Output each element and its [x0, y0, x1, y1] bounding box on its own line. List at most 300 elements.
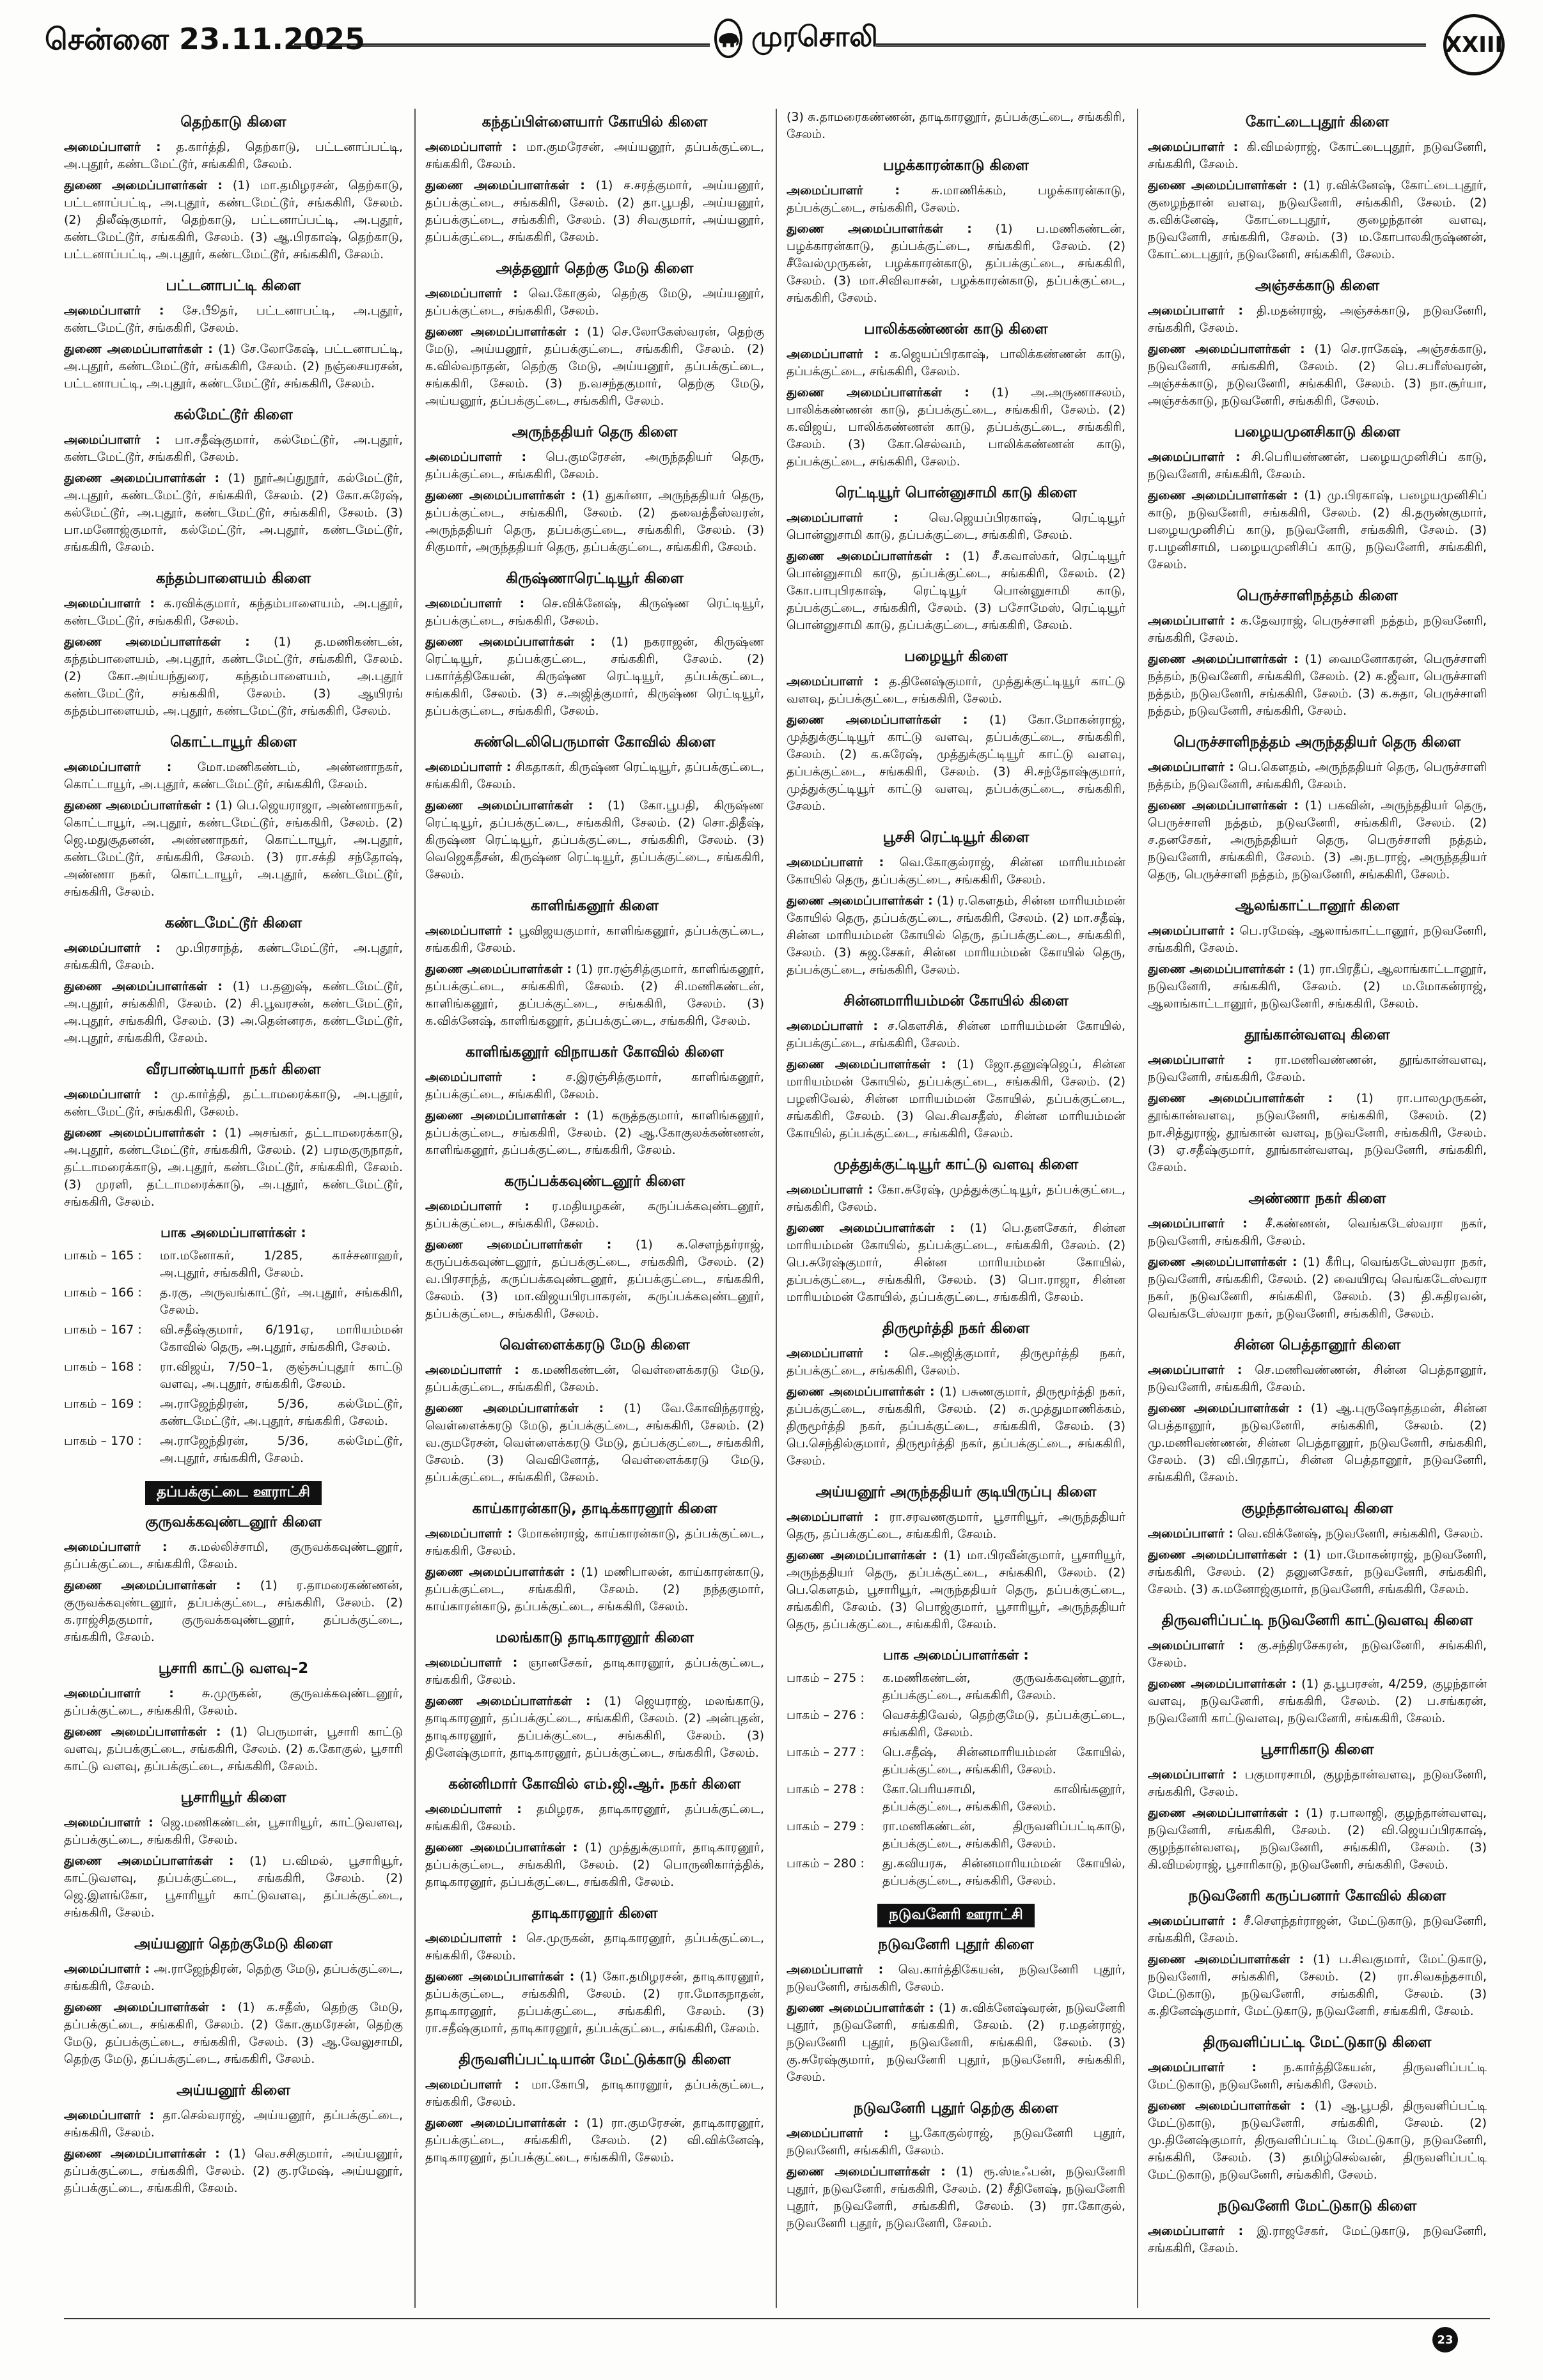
deputies-label: துணை அமைப்பாளர்கள் :	[1148, 798, 1299, 813]
organizer-label: அமைப்பாளர் :	[425, 760, 512, 774]
deputies-label: துணை அமைப்பாளர்கள் :	[425, 1401, 604, 1415]
deputies-line	[64, 2145, 403, 2197]
deputies-label: துணை அமைப்பாளர்கள் :	[64, 1854, 234, 1868]
deputies-line	[1148, 1951, 1487, 2020]
branch-title: பழையமுனசிகாடு கிளை	[1234, 424, 1400, 440]
organizer-name: ஜெ.மணிகண்டன், பூசாரியூர், காட்டுவளவு, தப்பக்குட்டை, சங்ககிரி, சேலம்.	[64, 1816, 403, 1847]
organizer-line	[64, 1685, 403, 1720]
deputies-names: (1) ஆ.பூபதி, திருவளிப்பட்டி மேட்டுகாடு, நடுவனேரி, சங்ககிரி, சேலம். (2) மு.தினேஷ்குமார், திருவளிப்பட்டி மேட்டுகாடு, நடுவனேரி, சங்ககிரி, சேலம். (3) தமிழ்செல்வன், திருவளிப்பட்டி மேட்டுகாடு, நடுவனேரி, சங்ககிரி, சேலம்.	[1148, 2099, 1487, 2182]
deputies-label: துணை அமைப்பாளர்கள் :	[787, 385, 969, 400]
branch-title: அருந்ததியர் தெரு கிளை	[512, 424, 678, 440]
branch-block	[1148, 1337, 1487, 1486]
deputies-line	[425, 2115, 764, 2166]
deputies-label: துணை அமைப்பாளர்கள் :	[425, 178, 585, 192]
organizer-name: ர.மதியழகன், கருப்பக்கவுண்டனூர், தப்பக்குட்டை, சங்ககிரி, சேலம்.	[425, 1199, 764, 1231]
ward-row	[64, 1433, 403, 1467]
branch-block	[787, 993, 1125, 1142]
deputies-line	[64, 978, 403, 1047]
deputies-names: (1) ப.சிவகுமார், மேட்டுகாடு, நடுவனேரி, சங்ககிரி, சேலம். (2) ரா.சிவகந்தசாமி, மேட்டுகாடு, நடுவனேரி, சங்ககிரி, சேலம். (3) க.தினேஷ்குமார், மேட்டுகாடு, நடுவனேரி, சங்ககிரி, சேலம்.	[1148, 1952, 1487, 2018]
organizer-label: அமைப்பாளர் :	[1148, 1053, 1252, 1067]
organizer-name: வெ.ஜெயப்பிரகாஷ், ரெட்டியூர் பொன்னுசாமி காடு, தப்பக்குட்டை, சங்ககிரி, சேலம்.	[787, 511, 1125, 542]
organizer-label: அமைப்பாளர் :	[425, 2078, 519, 2092]
branch-block	[787, 157, 1125, 307]
branch-block	[425, 734, 764, 883]
deputies-line	[425, 487, 764, 556]
deputies-names: (1) செ.ராகேஷ், அஞ்சக்காடு, நடுவனேரி, சங்ககிரி, சேலம். (2) பெ.சபரீஸ்வரன், அஞ்சக்காடு, நடுவனேரி, சங்ககிரி, சேலம். (3) நா.சூர்யா, அஞ்சக்காடு, நடுவனேரி, சங்ககிரி, சேலம்.	[1148, 342, 1487, 408]
branch-block	[425, 1337, 764, 1486]
branch-title: கிருஷ்ணாரெட்டியூர் கிளை	[506, 570, 684, 587]
organizer-name: இ.ராஜசேகர், மேட்டுகாடு, நடுவனேரி, சங்ககிரி, சேலம்.	[1148, 2224, 1487, 2255]
branch-block	[1148, 1027, 1487, 1176]
branch-title: திருவளிப்பட்டியான் மேட்டுக்காடு கிளை	[458, 2051, 731, 2068]
branch-block	[1148, 277, 1487, 410]
branch-block	[425, 1173, 764, 1323]
organizer-label: அமைப்பாளர் :	[787, 183, 900, 198]
column-divider	[414, 109, 416, 2308]
bottom-rule	[64, 2318, 1490, 2319]
organizer-line	[425, 1362, 764, 1396]
ward-row	[64, 1321, 403, 1356]
deputies-label: துணை அமைப்பாளர்கள் :	[1148, 178, 1297, 192]
deputies-line	[64, 1124, 403, 1211]
organizer-name: செ.விக்னேஷ், கிருஷ்ண ரெட்டியூர், தப்பக்குட்டை, சங்ககிரி, சேலம்.	[425, 596, 764, 628]
column-3	[787, 109, 1125, 2308]
organizer-name: கி.விமல்ராஜ், கோட்டைபுதூர், நடுவனேரி, சங்ககிரி, சேலம்.	[1148, 140, 1487, 171]
deputies-line	[787, 548, 1125, 634]
organizer-name: சீ.கண்ணன், வெங்கடேஸ்வரா நகர், நடுவனேரி, சங்ககிரி, சேலம்.	[1148, 1217, 1487, 1248]
deputies-names: (1) அசங்கர், தட்டாமரைக்காடு, அ.புதூர், கண்டமேட்டூர், சங்ககிரி, சேலம். (2) பரமகுருநாதர், தட்டாமரைக்காடு, அ.புதூர், கண்டமேட்டூர், சங்ககிரி, சேலம். (3) முரளி, தட்டாமரைக்காடு, அ.புதூர், கண்டமேட்டூர், சங்ககிரி, சேலம்.	[64, 1126, 403, 1209]
branch-title: திருவளிப்பட்டி நடுவனேரி காட்டுவளவு கிளை	[1161, 1612, 1473, 1629]
deputies-label: துணை அமைப்பாளர்கள் :	[787, 1057, 946, 1071]
deputies-names: (1) மா.தமிழரசன், தெற்காடு, பட்டனாப்பட்டி, அ.புதூர், கண்டமேட்டூர், சங்ககிரி, சேலம். (2) திலீஷ்குமார், தெற்காடு, பட்டனாப்பட்டி, அ.புதூர், கண்டமேட்டூர், சங்ககிரி, சேலம். (3) ஆ.பிரகாஷ், தெற்காடு, பட்டனாப்பட்டி, அ.புதூர், கண்டமேட்டூர், சங்ககிரி, சேலம்.	[64, 178, 403, 261]
deputies-names: (1) ர.கௌதம், சின்ன மாரியம்மன் கோயில் தெரு, தப்பக்குட்டை, சங்ககிரி, சேலம். (2) மா.சதீஷ், சின்ன மாரியம்மன் கோயில் தெரு, தப்பக்குட்டை, சங்ககிரி, சேலம். (3) சுஜ.சேகர், சின்ன மாரியம்மன் கோயில் தெரு, தப்பக்குட்டை, சங்ககிரி, சேலம்.	[787, 894, 1125, 977]
branch-title: அய்யனூர் கிளை	[176, 2082, 291, 2099]
deputies-names: (1) ச.சரத்குமார், அய்யனூர், தப்பக்குட்டை, சங்ககிரி, சேலம். (2) தா.பூபதி, அய்யனூர், தப்பக்குட்டை, சங்ககிரி, சேலம். (3) சிவகுமார், அய்யனூர், தப்பக்குட்டை, சங்ககிரி, சேலம்.	[425, 178, 764, 244]
ward-organizer: கோ.பெரியசாமி, காலிங்கனூர், தப்பக்குட்டை, சங்ககிரி, சேலம்.	[882, 1782, 1125, 1814]
folio-number: 23	[1432, 2327, 1458, 2353]
deputies-line	[1148, 1805, 1487, 1874]
branch-block	[1148, 587, 1487, 720]
organizer-name: பெ.கௌதம், அருந்ததியர் தெரு, பெருச்சாளி நத்தம், நடுவனேரி, சங்ககிரி, சேலம்.	[1148, 760, 1487, 791]
organizer-label: அமைப்பாளர் :	[64, 433, 161, 447]
ward-organizer: க.மணிகண்டன், குருவக்கவுண்டனூர், தப்பக்குட்டை, சங்ககிரி, சேலம்.	[882, 1671, 1125, 1702]
organizer-name: மா.கோபி, தாடிகாரனூர், தப்பக்குட்டை, சங்ககிரி, சேலம்.	[425, 2078, 764, 2109]
deputies-line	[787, 1547, 1125, 1633]
ward-number: பாகம் – 167 :	[64, 1323, 142, 1337]
organizer-label: அமைப்பாளர் :	[787, 1346, 889, 1360]
ward-row	[787, 1744, 1125, 1778]
branch-title: அஞ்சக்காடு கிளை	[1255, 277, 1380, 294]
organizer-label: அமைப்பாளர் :	[64, 2108, 155, 2122]
organizer-line	[425, 285, 764, 320]
deputies-line	[787, 892, 1125, 979]
deputies-label: துணை அமைப்பாளர்கள் :	[425, 635, 595, 649]
branch-title: கொட்டாயூர் கிளை	[170, 734, 297, 751]
branch-title: கந்தப்பிள்ளையார் கோயில் கிளை	[482, 114, 708, 130]
elephant-logo-icon	[714, 19, 742, 58]
branch-block	[64, 277, 403, 393]
ward-number: பாகம் – 278 :	[787, 1782, 865, 1796]
deputies-names: (1) சீ.கவாஸ்கர், ரெட்டியூர் பொன்னுசாமி காடு, தப்பக்குட்டை, சங்ககிரி, சேலம். (2) கோ.பாபுபிரகாஷ், ரெட்டியூர் பொன்னுசாமி காடு, தப்பக்குட்டை, சங்ககிரி, சேலம். (3) பசோமேஸ், ரெட்டியூர் பொன்னுசாமி காடு, தப்பக்குட்டை, சங்ககிரி, சேலம்.	[787, 549, 1125, 632]
deputies-line	[787, 384, 1125, 471]
organizer-label: அமைப்பாளர் :	[787, 1183, 873, 1197]
organizer-line	[64, 1539, 403, 1573]
branch-title: குழந்தான்வளவு கிளை	[1241, 1500, 1393, 1517]
organizer-name: மு.பிரசாந்த், கண்டமேட்டூர், அ.புதூர், சங்ககிரி, சேலம்.	[64, 941, 403, 972]
organizer-name: கு.சந்திரசேகரன், நடுவனேரி, சங்ககிரி, சேலம்.	[1148, 1638, 1487, 1670]
ward-number: பாகம் – 277 :	[787, 1745, 865, 1759]
organizer-label: அமைப்பாளர் :	[64, 1540, 168, 1554]
organizer-line	[425, 1801, 764, 1835]
organizer-name: க.ஜெயப்பிரகாஷ், பாலிக்கண்ணன் காடு, தப்பக்குட்டை, சங்ககிரி, சேலம்.	[787, 347, 1125, 378]
branch-block	[425, 1500, 764, 1615]
organizer-line	[787, 346, 1125, 380]
organizer-line	[1148, 449, 1487, 483]
organizer-name: சே.பூீதர், பட்டனாபட்டி, அ.புதூர், கண்டமேட்டூர், சங்ககிரி, சேலம்.	[64, 304, 403, 335]
organizer-line	[64, 1961, 403, 1995]
organizer-line	[787, 2125, 1125, 2159]
deputies-names: (1) ப.மணிகண்டன், பழக்காரன்காடு, தப்பக்குட்டை, சங்ககிரி, சேலம். (2) சீவேல்முருகன், பழக்காரன்காடு, தப்பக்குட்டை, சங்ககிரி, சேலம். (3) மா.சிவிவாசன், பழக்காரன்காடு, தப்பக்குட்டை, சங்ககிரி, சேலம்.	[787, 222, 1125, 305]
organizer-label: அமைப்பாளர் :	[1148, 450, 1241, 464]
column-2	[425, 109, 764, 2308]
organizer-label: அமைப்பாளர் :	[787, 511, 899, 525]
branch-title: பழையூர் கிளை	[904, 648, 1008, 665]
organizer-line	[1148, 1362, 1487, 1396]
organizer-name: வெ.கோகுல்ராஜ், சின்ன மாரியம்மன் கோயில் தெரு, தப்பக்குட்டை, சங்ககிரி, சேலம்.	[787, 855, 1125, 887]
deputies-label: துணை அமைப்பாளர்கள் :	[64, 1126, 217, 1140]
organizer-line	[425, 1069, 764, 1103]
branch-block	[1148, 1190, 1487, 1323]
organizer-line	[787, 1961, 1125, 1996]
organizer-name: ஞானசேகர், தாடிகாரனூர், தப்பக்குட்டை, சங்ககிரி, சேலம்.	[425, 1656, 764, 1687]
branch-block	[1148, 1612, 1487, 1727]
organizer-name: சு.முருகன், குருவக்கவுண்டனூர், தப்பக்குட்டை, சங்ககிரி, சேலம்.	[64, 1686, 403, 1718]
deputies-line	[64, 177, 403, 263]
ward-number: பாகம் – 168 :	[64, 1360, 142, 1374]
organizer-line	[787, 1509, 1125, 1543]
branch-block	[1148, 1888, 1487, 2020]
deputies-line	[425, 177, 764, 246]
deputies-line	[64, 1723, 403, 1775]
deputies-names: (1) சே.லோகேஷ், பட்டனாபட்டி, அ.புதூர், கண்டமேட்டூர், சங்ககிரி, சேலம். (2) நஞ்சையரசன், பட்டனாபட்டி, அ.புதூர், கண்டமேட்டூர், சங்ககிரி, சேலம்.	[64, 342, 403, 391]
deputies-label: துணை அமைப்பாளர்கள் :	[64, 342, 213, 356]
branch-title: காளிங்கனூர் விநாயகர் கோவில் கிளை	[466, 1044, 724, 1061]
deputies-label: துணை அமைப்பாளர்கள் :	[1148, 652, 1299, 666]
organizer-label: அமைப்பாளர் :	[425, 1363, 519, 1377]
branch-title: ஆலங்காட்டானூர் கிளை	[1235, 898, 1400, 914]
deputies-names: (1) ரா.பிரதீப், ஆலாங்காட்டானூர், நடுவனேரி, சங்ககிரி, சேலம். (2) ம.மோகன்ராஜ், ஆலாங்காட்டானூர், நடுவனேரி, சங்ககிரி, சேலம்.	[1148, 962, 1487, 1011]
branch-block	[425, 1776, 764, 1891]
ward-organizer: வி.சதீஷ்குமார், 6/191ஏ, மாரியம்மன் கோவில் தெரு, அ.புதூர், சங்ககிரி, சேலம்.	[160, 1323, 403, 1354]
branch-block	[425, 1905, 764, 2037]
organizer-name: ச.கௌசிக், சின்ன மாரியம்மன் கோயில், தப்பக்குட்டை, சங்ககிரி, சேலம்.	[787, 1019, 1125, 1050]
organizer-line	[64, 759, 403, 793]
organizer-line	[787, 673, 1125, 708]
organizer-line	[64, 595, 403, 630]
ward-organizer: ரா.விஜய், 7/50–1, குஞ்சுப்புதூர் காட்டு வளவு, அ.புதூர், சங்ககிரி, சேலம்.	[160, 1360, 403, 1391]
deputies-label: துணை அமைப்பாளர்கள் :	[787, 2165, 946, 2179]
branch-title: கோட்டைபுதூர் கிளை	[1245, 114, 1390, 130]
organizer-label: அமைப்பாளர் :	[787, 674, 879, 688]
branch-title: பட்டனாபட்டி கிளை	[166, 277, 301, 294]
deputies-line	[787, 221, 1125, 307]
organizer-label: அமைப்பாளர் :	[1148, 614, 1235, 628]
branch-title: குருவக்கவுண்டனூர் கிளை	[145, 1514, 322, 1530]
continued-text	[787, 109, 1125, 143]
branch-title: பூசாரி காட்டு வளவு–2	[158, 1660, 309, 1677]
ward-row	[64, 1358, 403, 1393]
deputies-names: (1) ப.தனுஷ், கண்டமேட்டூர், அ.புதூர், சங்ககிரி, சேலம். (2) சி.பூவரசன், கண்டமேட்டூர், அ.புதூர், சங்ககிரி, சேலம். (3) அ.தென்னரசு, கண்டமேட்டூர், அ.புதூர், சங்ககிரி, சேலம்.	[64, 979, 403, 1045]
deputies-names: (1) ப.விமல், பூசாரியூர், காட்டுவளவு, தப்பக்குட்டை, சங்ககிரி, சேலம். (2) ஜெ.இளங்கோ, பூசாரியூர் காட்டுவளவு, தப்பக்குட்டை, சங்ககிரி, சேலம்.	[64, 1854, 403, 1920]
branch-block	[787, 648, 1125, 815]
organizer-label: அமைப்பாளர் :	[64, 140, 161, 154]
deputies-names: (1) ர.விக்னேஷ், கோட்டைபுதூர், குழைந்தான் வளவு, நடுவனேரி, சங்ககிரி, சேலம். (2) க.விக்னேஷ், கோட்டைபுதூர், குழைந்தான் வளவு, நடுவனேரி, சங்ககிரி, சேலம். (3) ம.கோபாலகிருஷ்ணன், கோட்டைபுதூர், நடுவனேரி, சங்ககிரி, சேலம்.	[1148, 178, 1487, 261]
organizer-label: அமைப்பாளர் :	[1148, 1527, 1234, 1541]
deputies-line	[1148, 1090, 1487, 1176]
branch-block	[64, 1660, 403, 1775]
deputies-label: துணை அமைப்பாளர்கள் :	[1148, 1806, 1299, 1820]
organizer-line	[787, 1345, 1125, 1380]
branch-title: தாடிகாரனூர் கிளை	[531, 1905, 658, 1922]
branch-title: பூசாரியூர் கிளை	[180, 1789, 286, 1806]
ward-number: பாகம் – 276 :	[787, 1708, 865, 1722]
branch-block	[787, 829, 1125, 979]
organizer-line	[425, 1930, 764, 1964]
branch-title: அத்தனூர் தெற்கு மேடு கிளை	[496, 260, 694, 277]
article-columns	[64, 109, 1490, 2308]
branch-title: கருப்பக்கவுண்டனூர் கிளை	[504, 1173, 685, 1190]
branch-block	[425, 114, 764, 246]
branch-block	[787, 1936, 1125, 2086]
deputies-names: (1) செ.லோகேஸ்வரன், தெற்கு மேடு, அய்யனூர், தப்பக்குட்டை, சங்ககிரி, சேலம். (2) க.வில்வநாதன், தெற்கு மேடு, அய்யனூர், தப்பக்குட்டை, சங்ககிரி, சேலம். (3) ந.வசந்தகுமார், தெற்கு மேடு, அய்யனூர், தப்பக்குட்டை, சங்ககிரி, சேலம்.	[425, 325, 764, 408]
branch-title: சின்னமாரியம்மன் கோயில் கிளை	[843, 993, 1069, 1009]
organizer-line	[1148, 612, 1487, 647]
deputies-label: துணை அமைப்பாளர்கள் :	[64, 1578, 241, 1592]
deputies-label: துணை அமைப்பாளர்கள் :	[787, 222, 972, 236]
deputies-line	[425, 1968, 764, 2037]
organizer-line	[787, 854, 1125, 889]
branch-block	[1148, 1500, 1487, 1598]
organizer-name: மு.கார்த்தி, தட்டாமரைக்காடு, அ.புதூர், கண்டமேட்டூர், சங்ககிரி, சேலம்.	[64, 1087, 403, 1119]
organizer-label: அமைப்பாளர் :	[64, 1962, 150, 1976]
branch-title: ரெட்டியூர் பொன்னுசாமி காடு கிளை	[835, 485, 1077, 501]
deputies-label: துணை அமைப்பாளர்கள் :	[787, 1548, 937, 1562]
organizer-name: பா.சதீஷ்குமார், கல்மேட்டூர், அ.புதூர், கண்டமேட்டூர், சங்ககிரி, சேலம்.	[64, 433, 403, 464]
ward-organizer: ரா.மணிகண்டன், திருவளிப்பட்டிகாடு, தப்பக்குட்டை, சங்ககிரி, சேலம்.	[882, 1819, 1125, 1851]
deputies-line	[425, 1400, 764, 1486]
organizer-label: அமைப்பாளர் :	[1148, 2224, 1244, 2238]
deputies-names: (1) ஆ.புருஷோத்தமன், சின்ன பெத்தானூர், நடுவனேரி, சங்ககிரி, சேலம். (2) மு.மணிவண்ணன், சின்ன பெத்தானூர், நடுவனேரி, சங்ககிரி, சேலம். (3) வி.பிரதாப், சின்ன பெத்தானூர், நடுவனேரி, சங்ககிரி, சேலம்.	[1148, 1401, 1487, 1484]
deputies-label: துணை அமைப்பாளர்கள் :	[1148, 1091, 1333, 1105]
deputies-line	[1148, 1400, 1487, 1486]
organizer-label: அமைப்பாளர் :	[787, 855, 884, 869]
deputies-line	[425, 961, 764, 1030]
deputies-line	[425, 797, 764, 883]
branch-block	[1148, 898, 1487, 1013]
ward-organizers-title: பாக அமைப்பாளர்கள் :	[161, 1225, 306, 1240]
deputies-label: துணை அமைப்பாளர்கள் :	[787, 1221, 955, 1235]
organizer-line	[1148, 2059, 1487, 2094]
deputies-names: (1) முத்துக்குமார், தாடிகாரனூர், தப்பக்குட்டை, சங்ககிரி, சேலம். (2) பொருனிகார்த்திக், தாடிகாரனூர், தப்பக்குட்டை, சங்ககிரி, சேலம்.	[425, 1840, 764, 1889]
column-divider	[1137, 109, 1138, 2308]
organizer-label: அமைப்பாளர் :	[1148, 1914, 1237, 1928]
branch-block	[425, 570, 764, 720]
organizer-label: அமைப்பாளர் :	[425, 1802, 522, 1816]
deputies-label: துணை அமைப்பாளர்கள் :	[64, 798, 211, 813]
deputies-label: துணை அமைப்பாளர்கள் :	[64, 2000, 226, 2014]
ward-row	[787, 1707, 1125, 1741]
branch-block	[425, 260, 764, 410]
branch-block	[64, 2082, 403, 2197]
ward-row	[787, 1855, 1125, 1890]
deputies-line	[64, 797, 403, 901]
deputies-names: (1) சு.விக்னேஷ்வரன், நடுவனேரி புதூர், நடுவனேரி, சங்ககிரி, சேலம். (2) ர.மதன்ராஜ், நடுவனேரி புதூர், நடுவனேரி, சங்ககிரி, சேலம். (3) கு.சுரேஷ்குமார், நடுவனேரி புதூர், நடுவனேரி, சங்ககிரி, சேலம்.	[787, 2001, 1125, 2084]
ward-row	[64, 1284, 403, 1319]
organizer-name: பூவிஜயகுமார், காளிங்கனூர், தப்பக்குட்டை, சங்ககிரி, சேலம்.	[425, 924, 764, 955]
deputies-label: துணை அமைப்பாளர்கள் :	[1148, 342, 1305, 356]
branch-title: திருமூர்த்தி நகர் கிளை	[882, 1320, 1030, 1337]
deputies-names: (1) ரூ.ஸ்டீஃபன், நடுவனேரி புதூர், நடுவனேரி, சங்ககிரி, சேலம். (2) சீதினேஷ், நடுவனேரி புதூர், நடுவனேரி, சங்ககிரி, சேலம். (3) ரா.கோகுல், நடுவனேரி புதூர், நடுவனேரி, சேலம்.	[787, 2165, 1125, 2230]
deputies-names: (1) பகவின், அருந்ததியர் தெரு, பெருச்சாளி நத்தம், நடுவனேரி, சங்ககிரி, சேலம். (2) ச.தனசேகர், அருந்ததியர் தெரு, பெருச்சாளி நத்தம், நடுவனேரி, சங்ககிரி, சேலம். (3) அ.நடராஜ், அருந்ததியர் தெரு, பெருச்சாளி நத்தம், நடுவனேரி, சங்ககிரி, சேலம்.	[1148, 798, 1487, 882]
organizer-line	[64, 432, 403, 466]
deputies-label: துணை அமைப்பாளர்கள் :	[64, 2147, 220, 2161]
organizer-name: த.கார்த்தி, தெற்காடு, பட்டனாப்பட்டி, அ.புதூர், கண்டமேட்டூர், சங்ககிரி, சேலம்.	[64, 140, 403, 171]
organizer-line	[425, 595, 764, 630]
ward-organizers-title: பாக அமைப்பாளர்கள் :	[883, 1647, 1029, 1663]
organizer-line	[1148, 759, 1487, 793]
deputies-line	[64, 1853, 403, 1922]
organizer-name: சு.மாணிக்கம், பழக்காரன்காடு, தப்பக்குட்டை, சங்ககிரி, சேலம்.	[787, 183, 1125, 215]
branch-block	[64, 114, 403, 263]
deputies-line	[1148, 177, 1487, 263]
organizer-label: அமைப்பாளர் :	[1148, 924, 1235, 938]
organizer-label: அமைப்பாளர் :	[64, 1816, 153, 1830]
branch-title: பாலிக்கண்ணன் காடு கிளை	[864, 321, 1048, 338]
organizer-line	[425, 922, 764, 957]
organizer-label: அமைப்பாளர் :	[1148, 760, 1234, 774]
deputies-label: துணை அமைப்பாளர்கள் :	[64, 1725, 221, 1739]
organizer-name: க.ரவிக்குமார், கந்தம்பாளையம், அ.புதூர், கண்டமேட்டூர், சங்ககிரி, சேலம்.	[64, 596, 403, 628]
organizer-label: அமைப்பாளர் :	[1148, 304, 1243, 318]
branch-title: அண்ணா நகர் கிளை	[1248, 1190, 1386, 1207]
branch-block	[1148, 2034, 1487, 2184]
deputies-label: துணை அமைப்பாளர்கள் :	[425, 2116, 579, 2130]
deputies-label: துணை அமைப்பாளர்கள் :	[787, 713, 968, 727]
deputies-label: துணை அமைப்பாளர்கள் :	[425, 1840, 578, 1855]
deputies-names: (1) வைமனோகரன், பெருச்சாளி நத்தம், நடுவனேரி, சங்ககிரி, சேலம். (2) க.ஜீவா, பெருச்சாளி நத்தம், நடுவனேரி, சங்ககிரி, சேலம். (3) க.சுதா, பெருச்சாளி நத்தம், நடுவனேரி, சங்ககிரி, சேலம்.	[1148, 652, 1487, 718]
deputies-line	[787, 1383, 1125, 1470]
deputies-label: துணை அமைப்பாளர்கள் :	[1148, 1677, 1297, 1691]
organizer-line	[787, 182, 1125, 217]
organizer-name: வெ.விக்னேஷ், நடுவனேரி, சங்ககிரி, சேலம்.	[1237, 1527, 1484, 1541]
organizer-name: ந.கார்த்திகேயன், திருவளிப்பட்டி மேட்டுகாடு, நடுவனேரி, சங்ககிரி, சேலம்.	[1148, 2060, 1487, 2092]
organizer-line	[425, 449, 764, 483]
deputies-names: (1) பசுணகுமார், திருமூர்த்தி நகர், தப்பக்குட்டை, சங்ககிரி, சேலம். (2) சு.முத்துமாணிக்கம், திருமூர்த்தி நகர், தப்பக்குட்டை, சங்ககிரி, சேலம். (3) பெ.செந்தில்குமார், திருமூர்த்தி நகர், தப்பக்குட்டை, சங்ககிரி, சேலம்.	[787, 1385, 1125, 1468]
branch-block	[64, 1061, 403, 1211]
organizer-name: ரா.மணிவண்ணன், தூங்கான்வளவு, நடுவனேரி, சங்ககிரி, சேலம்.	[1148, 1053, 1487, 1084]
organizer-name: செ.மணிவண்ணன், சின்ன பெத்தானூர், நடுவனேரி, சங்ககிரி, சேலம்.	[1148, 1363, 1487, 1394]
deputies-label: துணை அமைப்பாளர்கள் :	[425, 962, 572, 976]
organizer-name: ரா.சரவணகுமார், பூசாரியூர், அருந்ததியர் தெரு, தப்பக்குட்டை, சங்ககிரி, சேலம்.	[787, 1510, 1125, 1541]
ward-number: பாகம் – 169 :	[64, 1397, 142, 1411]
organizer-name: சீ.சௌந்தர்ராஜன், மேட்டுகாடு, நடுவனேரி, சங்ககிரி, சேலம்.	[1148, 1914, 1487, 1945]
branch-block	[1148, 424, 1487, 573]
organizer-label: அமைப்பாளர் :	[425, 286, 518, 300]
column-4	[1148, 109, 1487, 2308]
branch-block	[64, 1514, 403, 1646]
branch-block	[1148, 734, 1487, 883]
organizer-label: அமைப்பாளர் :	[787, 1019, 878, 1033]
organizer-label: அமைப்பாளர் :	[425, 1931, 517, 1945]
ward-row	[787, 1670, 1125, 1704]
branch-block	[1148, 1741, 1487, 1874]
deputies-label: துணை அமைப்பாளர்கள் :	[425, 1565, 576, 1579]
organizer-line	[787, 1018, 1125, 1052]
branch-title: சின்ன பெத்தானூர் கிளை	[1234, 1337, 1401, 1353]
branch-title: வெள்ளைக்கரடு மேடு கிளை	[499, 1337, 690, 1353]
deputies-names: (1) நகராஜன், கிருஷ்ண ரெட்டியூர், தப்பக்குட்டை, சங்ககிரி, சேலம். (2) பகார்த்திகேயன், கிருஷ்ண ரெட்டியூர், தப்பக்குட்டை, சங்ககிரி, சேலம். (3) ச.அஜித்குமார், கிருஷ்ண ரெட்டியூர், தப்பக்குட்டை, சங்ககிரி, சேலம்.	[425, 635, 764, 718]
organizer-name: பெ.ரமேஷ், ஆலாங்காட்டானூர், நடுவனேரி, சங்ககிரி, சேலம்.	[1148, 924, 1487, 955]
deputies-line	[64, 470, 403, 556]
organizer-line	[1148, 922, 1487, 957]
organizer-label: அமைப்பாளர் :	[1148, 1638, 1244, 1653]
organizer-name: த.தினேஷ்குமார், முத்துக்குட்டியூர் காட்டு வளவு, தப்பக்குட்டை, சங்ககிரி, சேலம்.	[787, 674, 1125, 706]
deputies-line	[1148, 1546, 1487, 1598]
ward-organizer: அ.ராஜேந்திரன், 5/36, கல்மேட்டூர், கண்டமேட்டூர், அ.புதூர், சங்ககிரி, சேலம்.	[160, 1397, 403, 1428]
ward-row	[64, 1247, 403, 1282]
deputies-label: துணை அமைப்பாளர்கள் :	[1148, 1952, 1304, 1966]
organizer-name: தா.செல்வராஜ், அய்யனூர், தப்பக்குட்டை, சங்ககிரி, சேலம்.	[64, 2108, 403, 2140]
ward-number: பாகம் – 166 :	[64, 1286, 142, 1300]
organizer-label: அமைப்பாளர் :	[64, 760, 172, 774]
deputies-names: (1) கோ.மோகன்ராஜ், முத்துக்குட்டியூர் காட்டு வளவு, தப்பக்குட்டை, சங்ககிரி, சேலம். (2) க.சுரேஷ், முத்துக்குட்டியூர் காட்டு வளவு, தப்பக்குட்டை, சங்ககிரி, சேலம். (3) சி.சந்தோஷ்குமார், முத்துக்குட்டியூர் காட்டு வளவு, தப்பக்குட்டை, சங்ககிரி, சேலம்.	[787, 713, 1125, 813]
organizer-line	[64, 2107, 403, 2142]
deputies-line	[1148, 487, 1487, 573]
organizer-label: அமைப்பாளர் :	[1148, 1768, 1237, 1782]
branch-block	[425, 424, 764, 556]
organizer-label: அமைப்பாளர் :	[425, 1527, 513, 1541]
ward-organizer: அ.ராஜேந்திரன், 5/36, கல்மேட்டூர், அ.புதூர், சங்ககிரி, சேலம்.	[160, 1434, 403, 1465]
branch-block	[425, 2051, 764, 2166]
deputies-names: (1) மா.மோகன்ராஜ், நடுவனேரி, சங்ககிரி, சேலம். (2) தனுனசேகர், நடுவனேரி, சங்ககிரி, சேலம். (3) சு.மனோஜ்குமார், நடுவனேரி, சங்ககிரி, சேலம்.	[1148, 1548, 1487, 1596]
branch-title: காய்காரன்காடு, தாடிக்காரனூர் கிளை	[472, 1500, 717, 1517]
branch-block	[787, 2100, 1125, 2232]
organizer-line	[425, 1198, 764, 1233]
deputies-names: (1) மு.பிரகாஷ், பழையமுனிசிப் காடு, நடுவனேரி, சங்ககிரி, சேலம். (2) கி.தருண்குமார், பழையமுனிசிப் காடு, நடுவனேரி, சங்ககிரி, சேலம். (3) ர.பழனிசாமி, பழையமுனிசிப் காடு, நடுவனேரி, சங்ககிரி, சேலம்.	[1148, 488, 1487, 572]
panchayat-heading	[787, 1904, 1125, 1927]
branch-block	[1148, 114, 1487, 263]
branch-title: பழக்காரன்காடு கிளை	[883, 157, 1029, 174]
branch-block	[425, 1629, 764, 1762]
deputies-label: துணை அமைப்பாளர்கள் :	[425, 1238, 612, 1252]
deputies-names: (1) ஜோ.தனுஷ்ஜெப், சின்ன மாரியம்மன் கோயில், தப்பக்குட்டை, சங்ககிரி, சேலம். (2) பழனிவேல், சின்ன மாரியம்மன் கோயில், தப்பக்குட்டை, சங்ககிரி, சேலம். (3) வெ.சிவசதீஸ், சின்ன மாரியம்மன் கோயில், தப்பக்குட்டை, சங்ககிரி, சேலம்.	[787, 1057, 1125, 1140]
deputies-label: துணை அமைப்பாளர்கள் :	[1148, 1255, 1297, 1269]
branch-title: கன்னிமார் கோவில் எம்.ஜி.ஆர். நகர் கிளை	[448, 1776, 741, 1793]
deputies-line	[425, 634, 764, 720]
organizer-label: அமைப்பாளர் :	[425, 924, 513, 938]
ward-row	[787, 1781, 1125, 1816]
masthead-rule-right	[876, 43, 1426, 47]
organizer-line	[64, 1814, 403, 1849]
deputies-names: (1) பெ.தனசேகர், சின்ன மாரியம்மன் கோயில், தப்பக்குட்டை, சங்ககிரி, சேலம். (2) பெ.சுரேஷ்குமார், சின்ன மாரியம்மன் கோயில், தப்பக்குட்டை, சங்ககிரி, சேலம். (3) பொ.ராஜா, சின்ன மாரியம்மன் கோயில், தப்பக்குட்டை, சங்ககிரி, சேலம்.	[787, 1221, 1125, 1304]
deputies-names: (1) ர.தாமரைகண்ணன், குருவக்கவுண்டனூர், தப்பக்குட்டை, சங்ககிரி, சேலம். (2) க.ராஜ்சிதகுமார், குருவக்கவுண்டனூர், தப்பக்குட்டை, சங்ககிரி, சேலம்.	[64, 1578, 403, 1644]
deputies-names: (1) துகர்னா, அருந்ததியர் தெரு, தப்பக்குட்டை, சங்ககிரி, சேலம். (2) தவைத்தீஸ்வரன், அருந்ததியர் தெரு, தப்பக்குட்டை, சங்ககிரி, சேலம். (3) சிகுமார், அருந்ததியர் தெரு, தப்பக்குட்டை, சங்ககிரி, சேலம்.	[425, 488, 764, 554]
organizer-line	[425, 139, 764, 173]
deputies-label: துணை அமைப்பாளர்கள் :	[425, 325, 579, 339]
deputies-line	[1148, 1676, 1487, 1727]
panchayat-name: நடுவனேரி ஊராட்சி	[877, 1904, 1035, 1927]
organizer-label: அமைப்பாளர் :	[64, 941, 161, 955]
